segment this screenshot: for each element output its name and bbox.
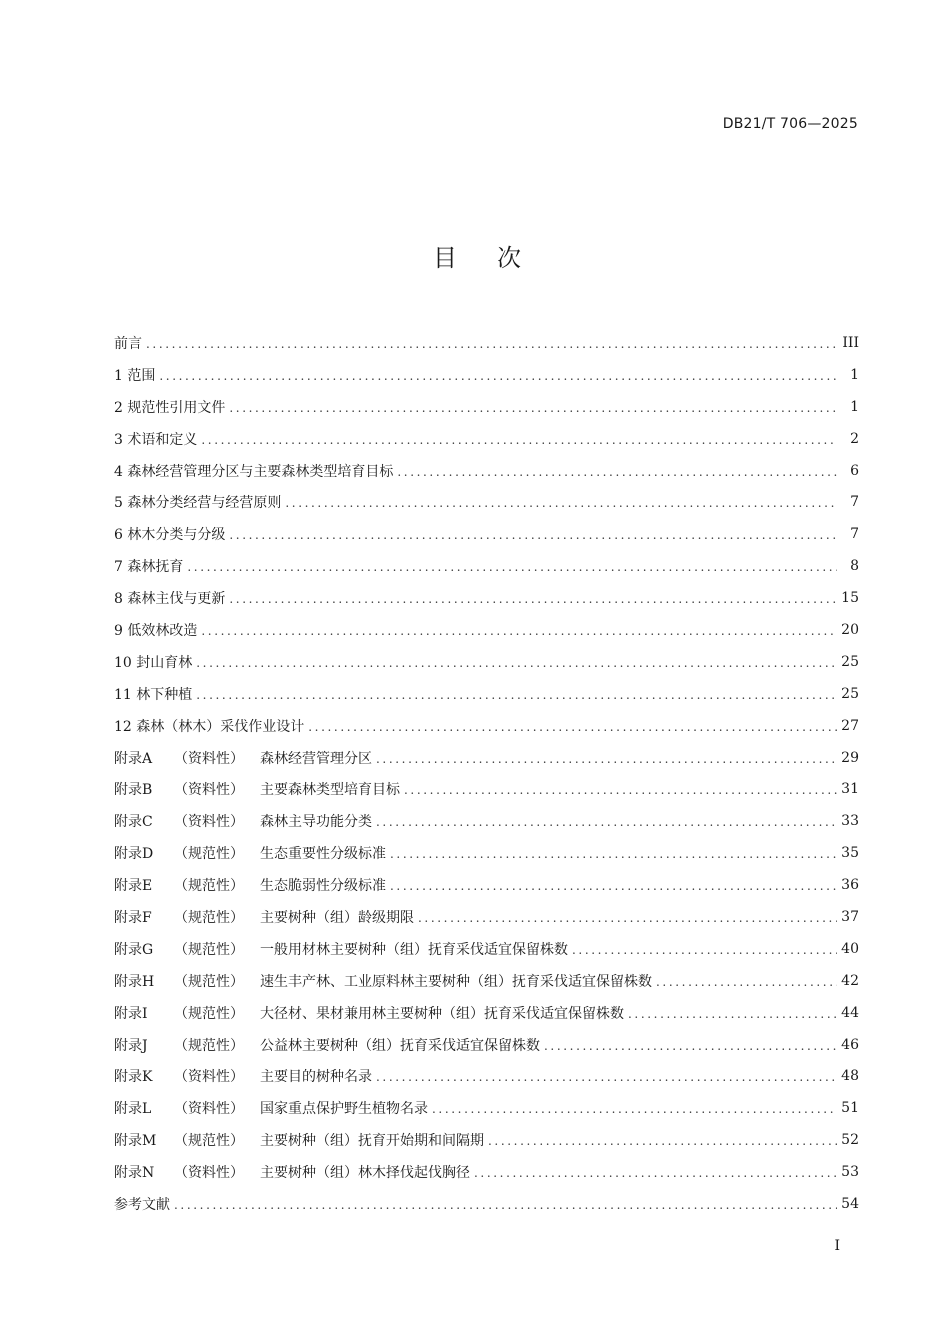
toc-entry[interactable] bbox=[114, 550, 859, 582]
appendix-title: 主要目的树种名录 bbox=[260, 1069, 372, 1086]
toc-entry[interactable] bbox=[114, 486, 859, 518]
toc-list bbox=[114, 327, 859, 1220]
appendix-code: 附录J bbox=[114, 1037, 148, 1054]
dot-leader bbox=[376, 815, 837, 829]
toc-page-number: 2 bbox=[850, 430, 859, 447]
appendix-nature: （规范性） bbox=[174, 1005, 244, 1022]
toc-entry-label bbox=[114, 1035, 540, 1055]
toc-entry-label bbox=[114, 1130, 484, 1150]
toc-appendix-entry[interactable] bbox=[114, 837, 859, 869]
appendix-nature: （规范性） bbox=[174, 973, 244, 990]
toc-entry-label bbox=[114, 971, 652, 991]
toc-appendix-entry[interactable] bbox=[114, 1060, 859, 1092]
toc-page-number: 48 bbox=[841, 1068, 859, 1085]
toc-entry[interactable] bbox=[114, 1188, 859, 1220]
toc-entry[interactable] bbox=[114, 710, 859, 742]
appendix-title: 森林经营管理分区 bbox=[260, 750, 372, 767]
toc-entry-label bbox=[114, 1003, 624, 1023]
toc-appendix-entry[interactable] bbox=[114, 965, 859, 997]
toc-appendix-entry[interactable] bbox=[114, 901, 859, 933]
appendix-code: 附录B bbox=[114, 782, 153, 799]
dot-leader bbox=[376, 752, 837, 766]
appendix-nature: （资料性） bbox=[174, 782, 244, 799]
dot-leader bbox=[397, 465, 837, 479]
toc-page-number: 33 bbox=[841, 813, 859, 830]
toc-appendix-entry[interactable] bbox=[114, 805, 859, 837]
dot-leader bbox=[285, 496, 837, 510]
dot-leader bbox=[308, 720, 837, 734]
toc-entry-label bbox=[114, 875, 386, 895]
appendix-nature: （规范性） bbox=[174, 941, 244, 958]
toc-page-number: 54 bbox=[841, 1195, 859, 1212]
appendix-code: 附录I bbox=[114, 1005, 148, 1022]
dot-leader bbox=[376, 1070, 837, 1084]
toc-page-number: 36 bbox=[841, 877, 859, 894]
appendix-nature: （规范性） bbox=[174, 846, 244, 863]
appendix-code: 附录E bbox=[114, 878, 153, 895]
toc-entry-label: 4 森林经营管理分区与主要森林类型培育目标 bbox=[114, 463, 394, 480]
toc-page-number: 46 bbox=[841, 1036, 859, 1053]
toc-page-number: 27 bbox=[841, 717, 859, 734]
toc-entry-label bbox=[114, 843, 386, 863]
appendix-nature: （规范性） bbox=[174, 1037, 244, 1054]
toc-entry-label: 3 术语和定义 bbox=[114, 431, 198, 448]
dot-leader bbox=[544, 1039, 837, 1053]
dot-leader bbox=[418, 911, 837, 925]
toc-page-number: 1 bbox=[850, 398, 859, 415]
toc-appendix-entry[interactable] bbox=[114, 742, 859, 774]
toc-page-number: 44 bbox=[841, 1004, 859, 1021]
appendix-title: 一般用材林主要树种（组）抚育采伐适宜保留株数 bbox=[260, 941, 568, 958]
toc-appendix-entry[interactable] bbox=[114, 1124, 859, 1156]
toc-entry-label bbox=[114, 1066, 372, 1086]
appendix-code: 附录A bbox=[114, 750, 153, 767]
toc-page-number: 25 bbox=[841, 653, 859, 670]
toc-entry-label bbox=[114, 748, 372, 768]
page-number: I bbox=[834, 1238, 840, 1254]
dot-leader bbox=[229, 401, 837, 415]
appendix-title: 主要树种（组）抚育开始期和间隔期 bbox=[260, 1133, 484, 1150]
appendix-nature: （规范性） bbox=[174, 878, 244, 895]
toc-page-number: 51 bbox=[841, 1100, 859, 1117]
toc-entry-label bbox=[114, 1162, 470, 1182]
toc-page-number: 20 bbox=[841, 621, 859, 638]
dot-leader bbox=[146, 337, 837, 351]
toc-entry[interactable] bbox=[114, 359, 859, 391]
toc-page-number: 37 bbox=[841, 908, 859, 925]
toc-entry-label bbox=[114, 939, 568, 959]
toc-page-number: 31 bbox=[841, 781, 859, 798]
dot-leader bbox=[572, 943, 837, 957]
toc-entry-label: 1 范围 bbox=[114, 367, 156, 384]
toc-entry[interactable] bbox=[114, 391, 859, 423]
toc-entry-label: 参考文献 bbox=[114, 1196, 170, 1213]
appendix-code: 附录H bbox=[114, 973, 155, 990]
toc-entry-label: 11 林下种植 bbox=[114, 686, 193, 703]
toc-entry[interactable] bbox=[114, 423, 859, 455]
toc-entry-label: 前言 bbox=[114, 335, 142, 352]
dot-leader bbox=[432, 1102, 837, 1116]
toc-appendix-entry[interactable] bbox=[114, 1029, 859, 1061]
toc-entry-label: 8 森林主伐与更新 bbox=[114, 591, 226, 608]
toc-title: 目次 bbox=[433, 244, 561, 272]
document-code: DB21/T 706—2025 bbox=[722, 116, 858, 132]
dot-leader bbox=[229, 528, 837, 542]
toc-appendix-entry[interactable] bbox=[114, 1156, 859, 1188]
toc-entry-label: 7 森林抚育 bbox=[114, 559, 184, 576]
appendix-nature: （资料性） bbox=[174, 1069, 244, 1086]
toc-entry-label: 12 森林（林木）采伐作业设计 bbox=[114, 718, 305, 735]
appendix-title: 主要树种（组）龄级期限 bbox=[260, 909, 414, 926]
toc-page-number: 40 bbox=[841, 940, 859, 957]
dot-leader bbox=[229, 592, 837, 606]
toc-page-number: 1 bbox=[850, 366, 859, 383]
appendix-title: 森林主导功能分类 bbox=[260, 814, 372, 831]
toc-entry-label bbox=[114, 1098, 428, 1118]
toc-entry[interactable] bbox=[114, 582, 859, 614]
appendix-code: 附录F bbox=[114, 909, 152, 926]
toc-entry-label: 6 林木分类与分级 bbox=[114, 527, 226, 544]
toc-page-number: 15 bbox=[841, 590, 859, 607]
dot-leader bbox=[390, 879, 837, 893]
toc-page-number: 7 bbox=[850, 526, 859, 543]
appendix-code: 附录D bbox=[114, 846, 154, 863]
toc-entry-label bbox=[114, 907, 414, 927]
toc-page-number: 8 bbox=[850, 558, 859, 575]
appendix-nature: （资料性） bbox=[174, 814, 244, 831]
appendix-nature: （资料性） bbox=[174, 1101, 244, 1118]
toc-entry-label: 10 封山育林 bbox=[114, 654, 193, 671]
appendix-title: 大径材、果材兼用林主要树种（组）抚育采伐适宜保留株数 bbox=[260, 1005, 624, 1022]
toc-entry-label bbox=[114, 811, 372, 831]
toc-entry[interactable] bbox=[114, 646, 859, 678]
dot-leader bbox=[187, 560, 837, 574]
appendix-title: 生态重要性分级标准 bbox=[260, 846, 386, 863]
toc-entry[interactable] bbox=[114, 614, 859, 646]
appendix-code: 附录G bbox=[114, 941, 154, 958]
appendix-title: 主要森林类型培育目标 bbox=[260, 782, 400, 799]
toc-page-number: 25 bbox=[841, 685, 859, 702]
dot-leader bbox=[159, 369, 837, 383]
appendix-code: 附录K bbox=[114, 1069, 153, 1086]
toc-page-number: 29 bbox=[841, 749, 859, 766]
appendix-nature: （资料性） bbox=[174, 1165, 244, 1182]
appendix-nature: （资料性） bbox=[174, 750, 244, 767]
toc-entry-label: 2 规范性引用文件 bbox=[114, 399, 226, 416]
appendix-title: 速生丰产林、工业原料林主要树种（组）抚育采伐适宜保留株数 bbox=[260, 973, 652, 990]
toc-entry[interactable] bbox=[114, 455, 859, 487]
appendix-code: 附录M bbox=[114, 1133, 157, 1150]
dot-leader bbox=[488, 1134, 837, 1148]
dot-leader bbox=[201, 433, 837, 447]
toc-page-number: 52 bbox=[841, 1132, 859, 1149]
toc-appendix-entry[interactable] bbox=[114, 1092, 859, 1124]
toc-page-number: III bbox=[842, 334, 859, 351]
toc-page-number: 7 bbox=[850, 494, 859, 511]
toc-appendix-entry[interactable] bbox=[114, 869, 859, 901]
toc-appendix-entry[interactable] bbox=[114, 773, 859, 805]
dot-leader bbox=[390, 847, 837, 861]
dot-leader bbox=[196, 688, 837, 702]
toc-entry[interactable] bbox=[114, 678, 859, 710]
toc-entry-label: 5 森林分类经营与经营原则 bbox=[114, 495, 282, 512]
appendix-title: 主要树种（组）林木择伐起伐胸径 bbox=[260, 1165, 470, 1182]
appendix-code: 附录N bbox=[114, 1165, 155, 1182]
toc-entry-label bbox=[114, 779, 400, 799]
appendix-title: 公益林主要树种（组）抚育采伐适宜保留株数 bbox=[260, 1037, 540, 1054]
appendix-nature: （规范性） bbox=[174, 909, 244, 926]
toc-page-number: 53 bbox=[841, 1164, 859, 1181]
appendix-title: 国家重点保护野生植物名录 bbox=[260, 1101, 428, 1118]
toc-entry[interactable] bbox=[114, 518, 859, 550]
dot-leader bbox=[656, 975, 837, 989]
dot-leader bbox=[201, 624, 837, 638]
toc-appendix-entry[interactable] bbox=[114, 933, 859, 965]
appendix-code: 附录L bbox=[114, 1101, 152, 1118]
dot-leader bbox=[174, 1198, 837, 1212]
toc-entry-label: 9 低效林改造 bbox=[114, 622, 198, 639]
appendix-nature: （规范性） bbox=[174, 1133, 244, 1150]
toc-page-number: 42 bbox=[841, 972, 859, 989]
appendix-title: 生态脆弱性分级标准 bbox=[260, 878, 386, 895]
dot-leader bbox=[474, 1166, 837, 1180]
dot-leader bbox=[404, 783, 837, 797]
toc-page-number: 35 bbox=[841, 845, 859, 862]
toc-appendix-entry[interactable] bbox=[114, 997, 859, 1029]
toc-page-number: 6 bbox=[850, 462, 859, 479]
dot-leader bbox=[628, 1007, 837, 1021]
dot-leader bbox=[196, 656, 837, 670]
toc-entry[interactable] bbox=[114, 327, 859, 359]
appendix-code: 附录C bbox=[114, 814, 153, 831]
